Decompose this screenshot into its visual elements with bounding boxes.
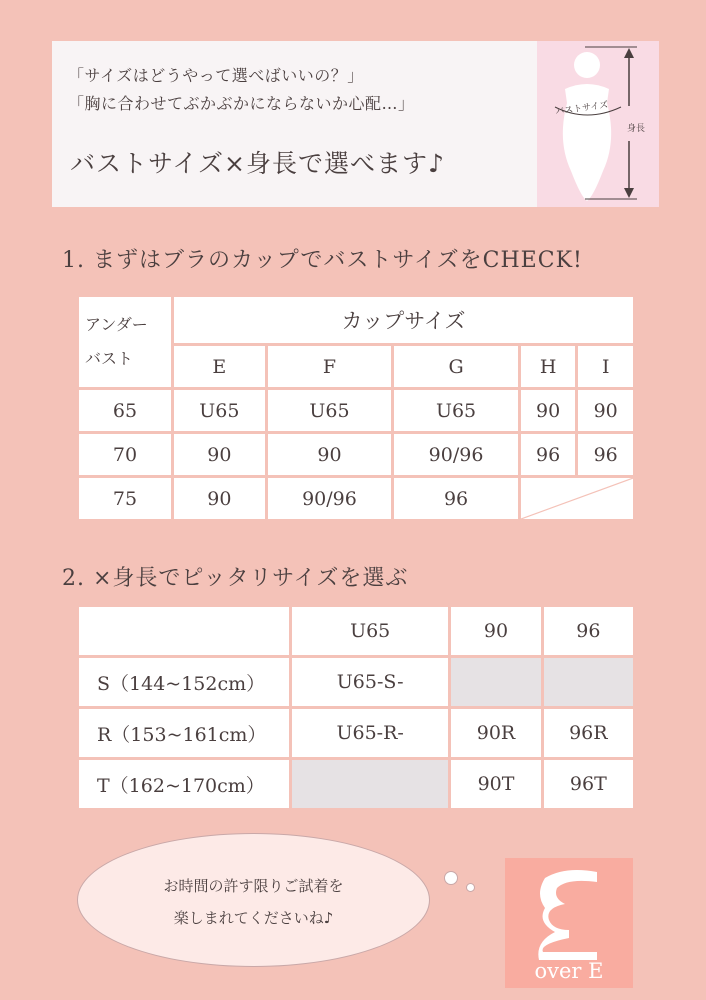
table-row — [79, 658, 633, 706]
empty-cell — [451, 658, 540, 706]
cell: U65-R- — [292, 709, 448, 757]
bubble-line-1: お時間の許す限りご試着を — [163, 877, 344, 895]
col-u65: U65 — [292, 607, 448, 655]
table-row — [79, 709, 633, 757]
body-figure — [537, 41, 659, 207]
cup-f: F — [268, 346, 392, 387]
row-label-t: T（162~170cm） — [79, 760, 289, 808]
logo-text: over E — [534, 959, 604, 983]
bust-label: バストサイズ — [554, 100, 609, 118]
cell: 96 — [578, 434, 633, 475]
under-label-1: アンダー — [85, 315, 148, 334]
col-96: 96 — [544, 607, 633, 655]
cell: 90R — [451, 709, 540, 757]
col-90: 90 — [451, 607, 540, 655]
cell: U65-S- — [292, 658, 448, 706]
headline: バストサイズ×身長で選べます♪ — [70, 149, 445, 178]
table-row — [79, 434, 633, 475]
table-row — [79, 478, 633, 519]
height-size-table — [76, 604, 636, 811]
cell: 96 — [394, 478, 518, 519]
cell: 90T — [451, 760, 540, 808]
cup-g: G — [394, 346, 518, 387]
question-1: 「サイズはどうやって選べばいいの？」 — [68, 66, 364, 85]
cup-h: H — [521, 346, 576, 387]
empty-cell — [544, 658, 633, 706]
cup-i: I — [578, 346, 633, 387]
cell: 90/96 — [394, 434, 518, 475]
table-row — [79, 760, 633, 808]
cell: 96 — [521, 434, 576, 475]
corner-cell — [79, 607, 289, 655]
section2-title: 2. ×身長でピッタリサイズを選ぶ — [62, 566, 409, 591]
bubble-line-2: 楽しまれてくださいね♪ — [173, 909, 334, 927]
empty-cell — [292, 760, 448, 808]
cup-e: E — [174, 346, 265, 387]
cell: 90 — [174, 434, 265, 475]
speech-bubble — [77, 833, 430, 967]
cell: 96T — [544, 760, 633, 808]
table-row — [79, 390, 633, 431]
cell: U65 — [174, 390, 265, 431]
intro-box — [52, 41, 659, 207]
height-label: 身長 — [627, 124, 646, 134]
cell: U65 — [268, 390, 392, 431]
cell: 90 — [268, 434, 392, 475]
cell: 90 — [578, 390, 633, 431]
diagonal-line — [521, 478, 633, 519]
row-label-r: R（153~161cm） — [79, 709, 289, 757]
under-label-2: バスト — [85, 349, 134, 368]
cell: 90 — [174, 478, 265, 519]
question-2: 「胸に合わせてぶかぶかにならないか心配…」 — [68, 94, 415, 113]
cell: 90/96 — [268, 478, 392, 519]
under-65: 65 — [79, 390, 171, 431]
cell: 96R — [544, 709, 633, 757]
under-75: 75 — [79, 478, 171, 519]
cup-size-header: カップサイズ — [174, 297, 633, 343]
thought-dot-icon — [444, 871, 458, 885]
cup-size-table — [76, 294, 636, 522]
thought-dot-icon — [466, 883, 475, 892]
section1-title: 1. まずはブラのカップでバストサイズをCHECK! — [62, 248, 583, 273]
under-bust-header — [79, 297, 171, 387]
cell: 90 — [521, 390, 576, 431]
under-70: 70 — [79, 434, 171, 475]
row-label-s: S（144~152cm） — [79, 658, 289, 706]
brand-logo — [505, 858, 633, 988]
cell: U65 — [394, 390, 518, 431]
empty-diagonal-cell — [521, 478, 633, 519]
